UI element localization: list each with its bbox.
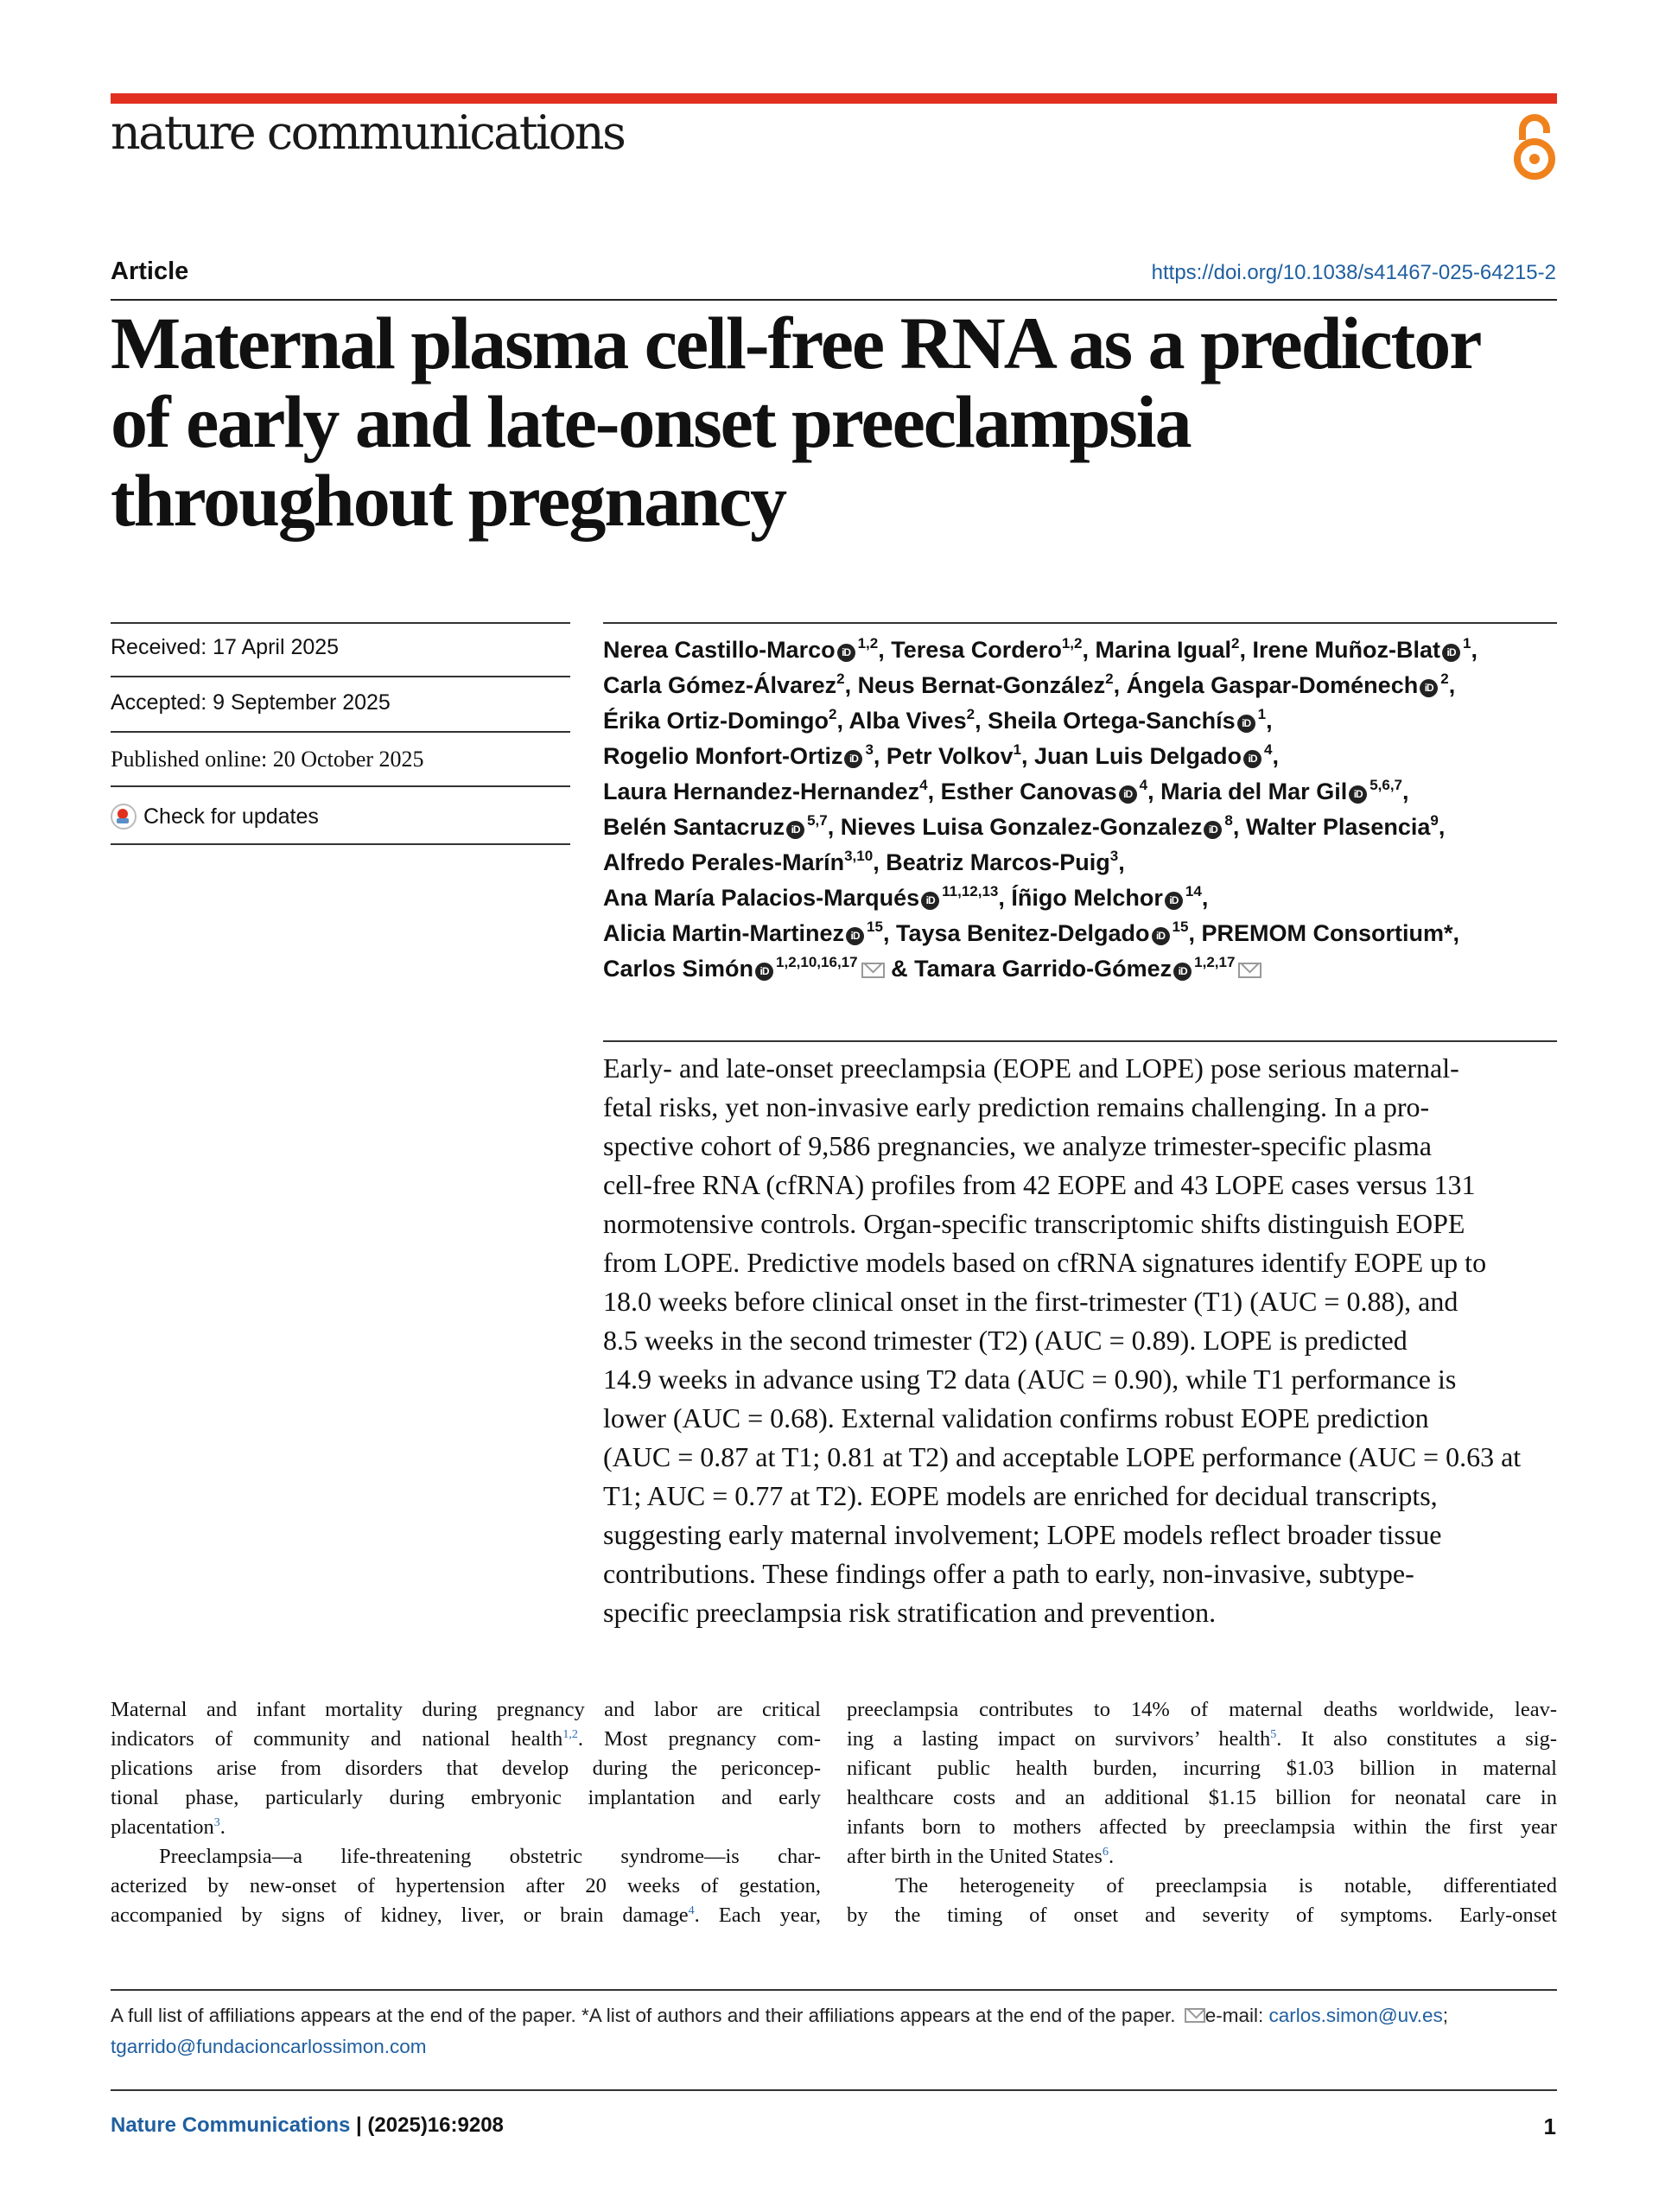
orcid-icon[interactable]: iD: [1420, 679, 1438, 697]
orcid-icon[interactable]: iD: [755, 963, 773, 981]
accepted-date: Accepted: 9 September 2025: [111, 690, 391, 715]
body-line: infants born to mothers affected by preeclampsia within the first year: [847, 1815, 1557, 1839]
citation-link[interactable]: 6: [1102, 1846, 1109, 1859]
title-line: throughout pregnancy: [111, 459, 786, 542]
body-line: ing a lasting impact on survivors’ health$^5$. It also constitutes a sig-: [847, 1727, 1557, 1751]
author-line: Carlos Simón iD$^{1,2,10,16,17}$ & Tamara Garrido-Gómez iD$^{1,2,17}$: [603, 951, 1562, 987]
orcid-icon[interactable]: iD: [846, 927, 864, 945]
abstract-divider: [603, 1040, 1557, 1042]
abstract-line: from LOPE. Predictive models based on cfRNA signatures identify EOPE up to: [603, 1247, 1487, 1278]
title-divider: [111, 299, 1557, 301]
citation-link[interactable]: 1,2: [562, 1728, 578, 1741]
body-line: placentation$^3$.: [111, 1815, 226, 1839]
meta-divider: [111, 622, 570, 624]
page-number: 1: [1543, 2113, 1556, 2139]
check-for-updates-button[interactable]: [111, 804, 319, 830]
citation-link[interactable]: 3: [213, 1816, 220, 1829]
abstract-line: 14.9 weeks in advance using T2 data (AUC = 0.90), while T1 performance is: [603, 1363, 1457, 1395]
header-accent-bar: [111, 93, 1557, 104]
body-line: tional phase, particularly during embryonic implantation and early: [111, 1786, 821, 1809]
title-line: of early and late-onset preeclampsia: [111, 380, 1191, 463]
orcid-icon[interactable]: iD: [1442, 644, 1460, 662]
author-line: Carla Gómez-Álvarez$^2$, Neus Bernat-González$^2$, Ángela Gaspar-Doménech $iD^2$,: [603, 671, 1456, 698]
abstract: [603, 1049, 1562, 1632]
orcid-icon[interactable]: iD: [1243, 750, 1261, 768]
footer-citation: | (2025)16:9208: [356, 2113, 504, 2137]
abstract-line: fetal risks, yet non-invasive early prediction remains challenging. In a pro-: [603, 1091, 1430, 1122]
author-line: Alicia Martin-Martinez $iD^{15}$, Taysa Benitez-Delgado $iD^{15}$, PREMOM Consortium*,: [603, 918, 1459, 946]
author-list: [603, 632, 1562, 987]
body-line: by the timing of onset and severity of symptoms. Early-onset: [847, 1904, 1557, 1927]
doi-link[interactable]: https://doi.org/10.1038/s41467-025-64215-2: [1151, 261, 1556, 284]
abstract-line: (AUC = 0.87 at T1; 0.81 at T2) and acceptable LOPE performance (AUC = 0.63 at: [603, 1441, 1522, 1472]
published-date: Published online: 20 October 2025: [111, 747, 424, 772]
abstract-line: specific preeclampsia risk stratification and prevention.: [603, 1597, 1217, 1628]
body-line: after birth in the United States$^6$.: [847, 1845, 1115, 1868]
abstract-line: 18.0 weeks before clinical onset in the first-trimester (T1) (AUC = 0.88), and: [603, 1286, 1458, 1317]
title-line: Maternal plasma cell-free RNA as a predictor: [111, 302, 1481, 385]
orcid-icon[interactable]: iD: [921, 892, 939, 910]
abstract-line: T1; AUC = 0.77 at T2). EOPE models are enriched for decidual transcripts,: [603, 1480, 1438, 1511]
abstract-line: lower (AUC = 0.68). External validation confirms robust EOPE prediction: [603, 1402, 1429, 1433]
body-line: indicators of community and national health$^{1,2}$. Most pregnancy com-: [111, 1727, 822, 1751]
footnote-line: A full list of affiliations appears at the end of the paper. *A list of authors and their affiliations appears at the end of the paper. e-mail: carlos.simon@uv.es;: [111, 2005, 1449, 2026]
received-date: Received: 17 April 2025: [111, 635, 340, 659]
abstract-line: 8.5 weeks in the second trimester (T2) (AUC = 0.89). LOPE is predicted: [603, 1325, 1408, 1356]
email-icon[interactable]: [1238, 963, 1261, 978]
body-line: Maternal and infant mortality during pregnancy and labor are critical: [111, 1698, 821, 1721]
citation-link[interactable]: 5: [1270, 1728, 1277, 1741]
abstract-line: Early- and late-onset preeclampsia (EOPE and LOPE) pose serious maternal-: [603, 1052, 1459, 1084]
orcid-icon[interactable]: iD: [1237, 715, 1255, 733]
abstract-line: contributions. These findings offer a path to early, non-invasive, subtype-: [603, 1558, 1414, 1589]
article-type: Article: [111, 257, 189, 285]
author-line: Nerea Castillo-Marco iD$^{1,2}$, Teresa Cordero$^{1,2}$, Marina Igual$^2$, Irene Muñoz-Blat $iD^1$,: [603, 635, 1478, 663]
orcid-icon[interactable]: iD: [1152, 927, 1170, 945]
footnote: [111, 2000, 1562, 2063]
footnote-line: [111, 2031, 1562, 2063]
body-line: accompanied by signs of kidney, liver, or brain damage$^4$. Each year,: [111, 1904, 821, 1927]
body-line: nificant public health burden, incurring $1.03 billion in maternal: [847, 1757, 1557, 1780]
article-title: [111, 304, 1562, 540]
footer-divider: [111, 2089, 1557, 2091]
body-line: preeclampsia contributes to 14% of maternal deaths worldwide, leav-: [847, 1698, 1557, 1721]
footer-journal[interactable]: Nature Communications: [111, 2113, 351, 2137]
meta-divider: [111, 785, 570, 787]
author-line: Alfredo Perales-Marín$^{3,10}$, Beatriz Marcos-Puig$^3$,: [603, 848, 1125, 875]
abstract-line: cell-free RNA (cfRNA) profiles from 42 EOPE and 43 LOPE cases versus 131: [603, 1169, 1476, 1200]
email-icon: [1185, 2008, 1205, 2023]
meta-divider: [111, 731, 570, 733]
open-access-icon: [1510, 111, 1559, 181]
email-icon[interactable]: [861, 963, 885, 978]
body-column-left: [111, 1695, 821, 1930]
orcid-icon[interactable]: iD: [786, 821, 804, 839]
authors-divider: [603, 622, 1557, 624]
abstract-line: spective cohort of 9,586 pregnancies, we analyze trimester-specific plasma: [603, 1130, 1432, 1161]
orcid-icon[interactable]: iD: [1349, 785, 1367, 804]
abstract-line: normotensive controls. Organ-specific transcriptomic shifts distinguish EOPE: [603, 1208, 1465, 1239]
body-line: Preeclampsia—a life-threatening obstetric syndrome—is char-: [159, 1845, 821, 1868]
check-updates-label: Check for updates: [143, 804, 319, 829]
journal-name: nature communications: [111, 105, 625, 160]
email-link[interactable]: carlos.simon@uv.es: [1268, 2005, 1443, 2026]
email-link[interactable]: tgarrido@fundacioncarlossimon.com: [111, 2036, 427, 2057]
page-footer: [111, 2113, 504, 2138]
footnote-divider: [111, 1989, 1557, 1991]
body-column-right: [847, 1695, 1557, 1930]
body-line: acterized by new-onset of hypertension after 20 weeks of gestation,: [111, 1874, 821, 1897]
orcid-icon[interactable]: iD: [837, 644, 855, 662]
orcid-icon[interactable]: iD: [1119, 785, 1137, 804]
author-line: Belén Santacruz iD$^{5,7}$, Nieves Luisa Gonzalez-Gonzalez $iD^8$, Walter Plasencia$^9$,: [603, 812, 1446, 840]
author-line: Rogelio Monfort-Ortiz $iD^3$, Petr Volkov$^1$, Juan Luis Delgado $iD^4$,: [603, 741, 1279, 769]
body-line: The heterogeneity of preeclampsia is notable, differentiated: [895, 1874, 1557, 1897]
body-line: healthcare costs and an additional $1.15 billion for neonatal care in: [847, 1786, 1557, 1809]
check-updates-icon: [111, 804, 137, 830]
author-line: Laura Hernandez-Hernandez$^4$, Esther Canovas $iD^4$, Maria del Mar Gil iD$^{5,6,7}$,: [603, 777, 1409, 804]
orcid-icon[interactable]: iD: [844, 750, 862, 768]
meta-divider: [111, 676, 570, 677]
orcid-icon[interactable]: iD: [1204, 821, 1222, 839]
author-line: Ana María Palacios-Marqués iD$^{11,12,13}$, Íñigo Melchor $iD^{14}$,: [603, 883, 1209, 911]
abstract-line: suggesting early maternal involvement; LOPE models reflect broader tissue: [603, 1519, 1442, 1550]
citation-link[interactable]: 4: [688, 1904, 695, 1917]
author-line: Érika Ortiz-Domingo$^2$, Alba Vives$^2$, Sheila Ortega-Sanchís $iD^1$,: [603, 706, 1273, 734]
body-line: plications arise from disorders that develop during the periconcep-: [111, 1757, 821, 1780]
orcid-icon[interactable]: iD: [1173, 963, 1192, 981]
meta-divider: [111, 843, 570, 845]
orcid-icon[interactable]: iD: [1165, 892, 1183, 910]
